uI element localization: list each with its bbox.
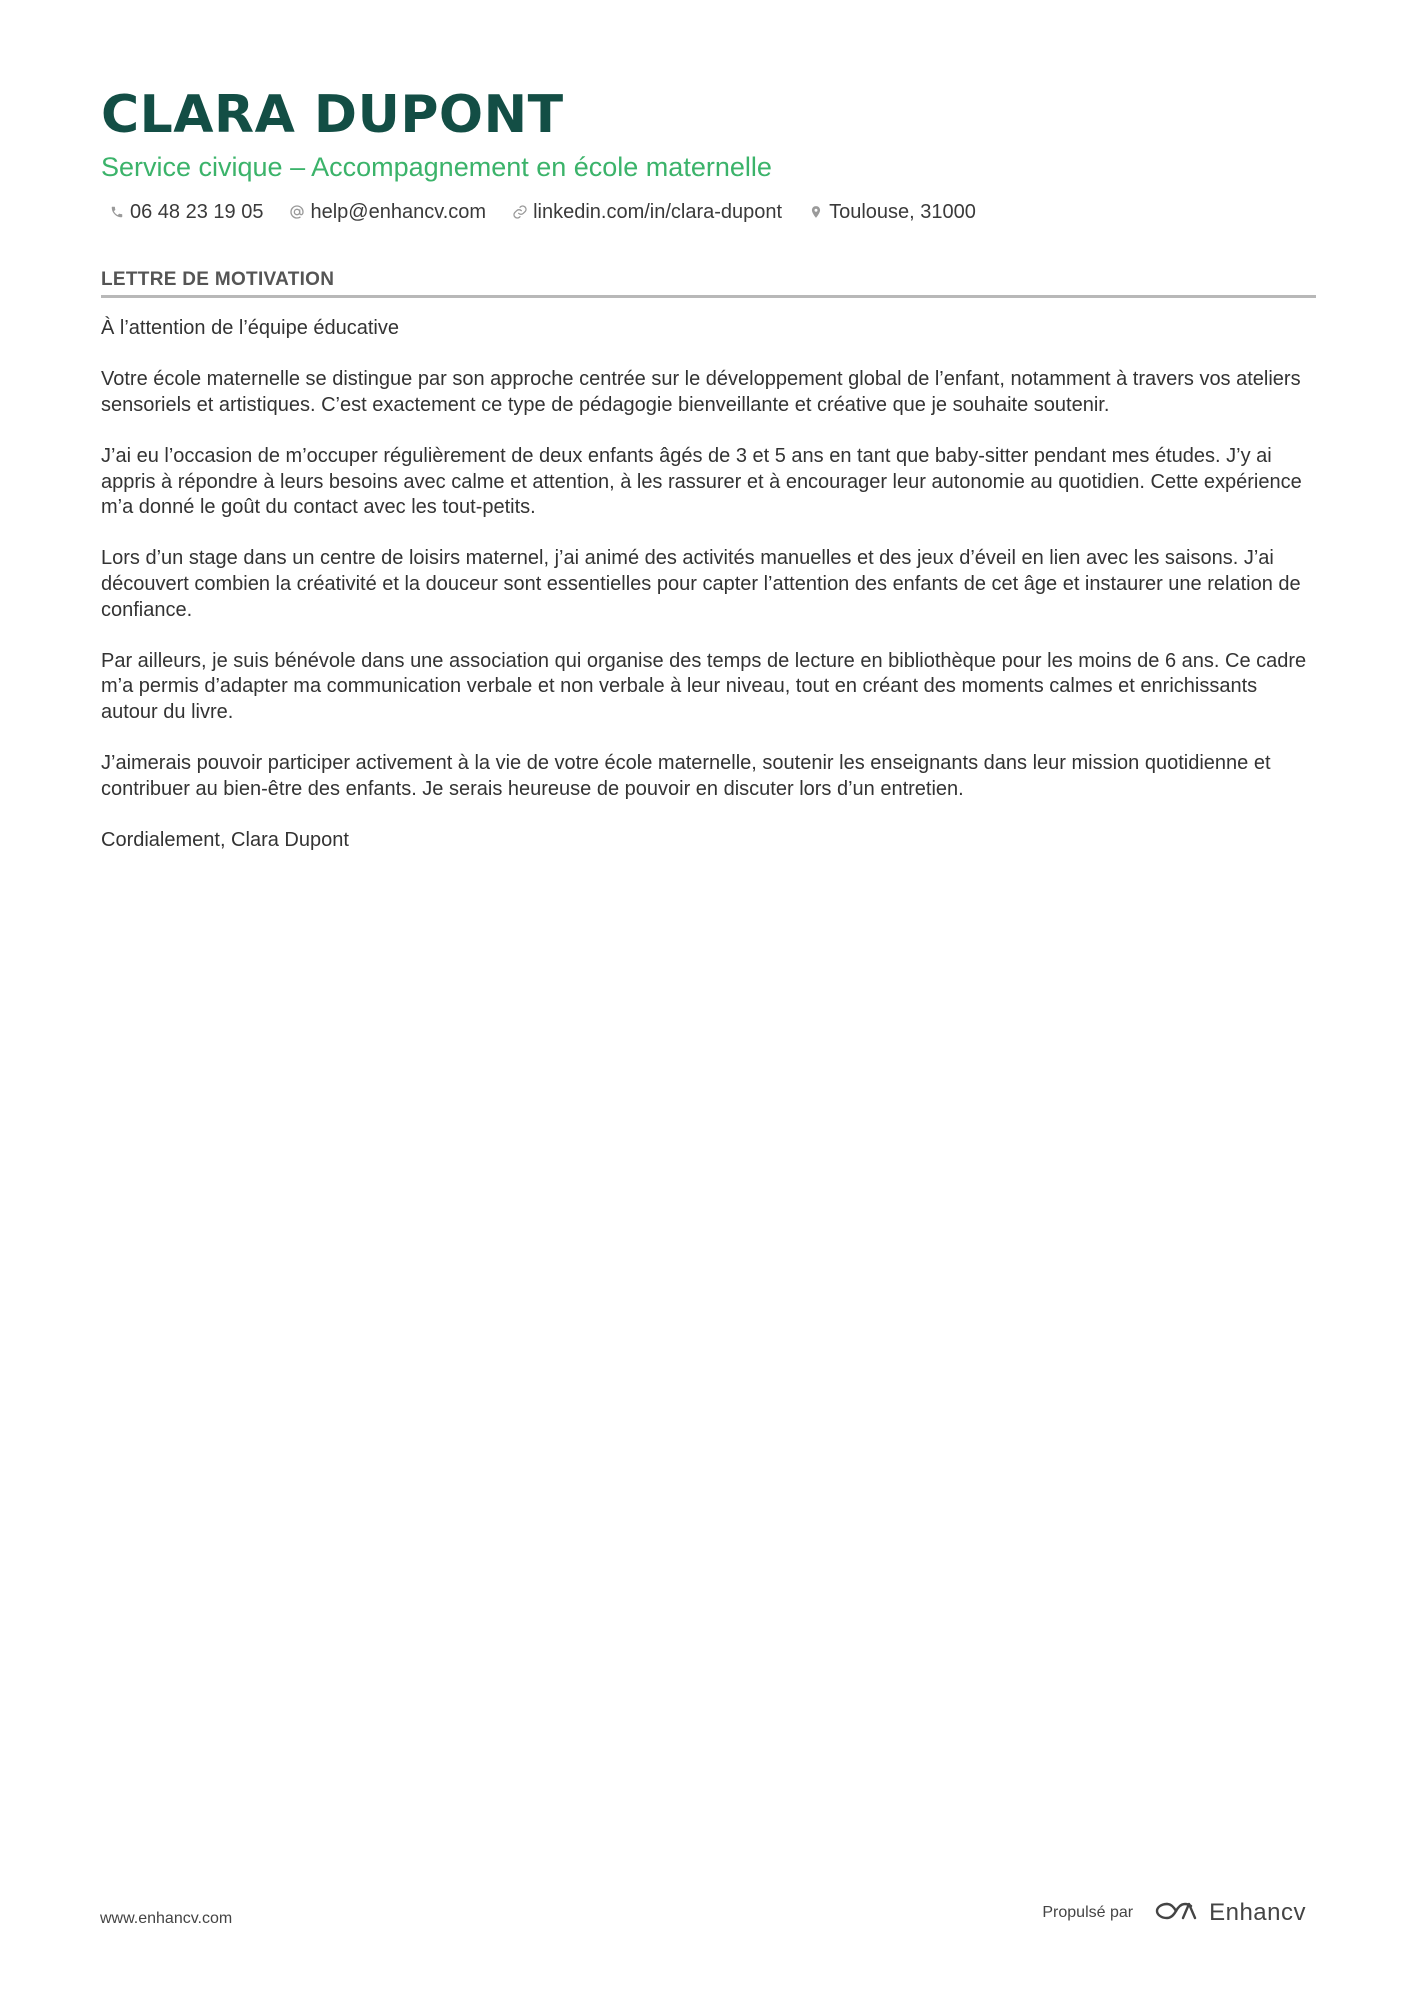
link-icon — [512, 203, 528, 221]
enhancv-logo-icon — [1153, 1899, 1199, 1928]
powered-by-label: Propulsé par — [1042, 1904, 1134, 1921]
brand-name: Enhancv — [1209, 1899, 1306, 1926]
footer-website[interactable]: www.enhancv.com — [100, 1910, 233, 1927]
candidate-name: CLARA DUPONT — [101, 85, 564, 145]
letter-paragraph: Par ailleurs, je suis bénévole dans une association qui organise des temps de lecture en bibliothèque pour les moins de 6 ans. Ce cadre m’a permis d’adapter ma communication verbale et non verbale à leur niveau, tout en créant des moments calmes et enrichissants autour du livre. — [101, 649, 1307, 723]
letter-salutation: À l’attention de l’équipe éducative — [101, 317, 399, 339]
contact-bar — [101, 198, 1316, 226]
letter-closing: Cordialement, Clara Dupont — [101, 828, 349, 851]
letter-body — [101, 316, 1316, 853]
email-address[interactable]: help@enhancv.com — [310, 201, 487, 223]
section-title: LETTRE DE MOTIVATION — [101, 269, 335, 290]
contact-email — [289, 198, 486, 226]
candidate-subtitle: Service civique – Accompagnement en école maternelle — [101, 152, 772, 182]
phone-number[interactable]: 06 48 23 19 05 — [130, 201, 264, 223]
at-icon — [289, 203, 305, 221]
header — [101, 82, 1316, 226]
letter-paragraph: J’ai eu l’occasion de m’occuper régulièrement de deux enfants âgés de 3 et 5 ans en tant que baby-sitter pendant mes études. J’y ai appris à répondre à leurs besoins avec calme et attention, à les rassurer et à encourager leur autonomie au quotidien. Cette expérience m’a donné le goût du contact avec les tout-petits. — [101, 444, 1302, 519]
brand[interactable] — [1153, 1898, 1306, 1928]
contact-location — [808, 198, 976, 226]
cover-letter-section — [101, 266, 1316, 879]
contact-phone — [109, 198, 263, 226]
phone-icon — [109, 203, 125, 221]
section-divider — [101, 295, 1316, 298]
footer-branding — [1042, 1898, 1306, 1928]
location-text: Toulouse, 31000 — [829, 201, 976, 223]
location-pin-icon — [808, 203, 824, 221]
contact-linkedin — [512, 198, 782, 226]
linkedin-url[interactable]: linkedin.com/in/clara-dupont — [533, 201, 783, 223]
letter-paragraph: Lors d’un stage dans un centre de loisirs maternel, j’ai animé des activités manuelles et des jeux d’éveil en lien avec les saisons. J’ai découvert combien la créativité et la douceur sont essentielles pour capter l’attention des enfants de cet âge et instaurer une relation de confiance. — [101, 547, 1301, 621]
letter-paragraph: J’aimerais pouvoir participer activement à la vie de votre école maternelle, soutenir les enseignants dans leur mission quotidienne et contribuer au bien-être des enfants. Je serais heureuse de pouvoir en discuter lors d’un entretien. — [101, 752, 1271, 800]
letter-paragraph: Votre école maternelle se distingue par son approche centrée sur le développement global de l’enfant, notamment à travers vos ateliers sensoriels et artistiques. C’est exactement ce type de pédagogie bienveillante et créative que je souhaite soutenir. — [101, 368, 1301, 416]
